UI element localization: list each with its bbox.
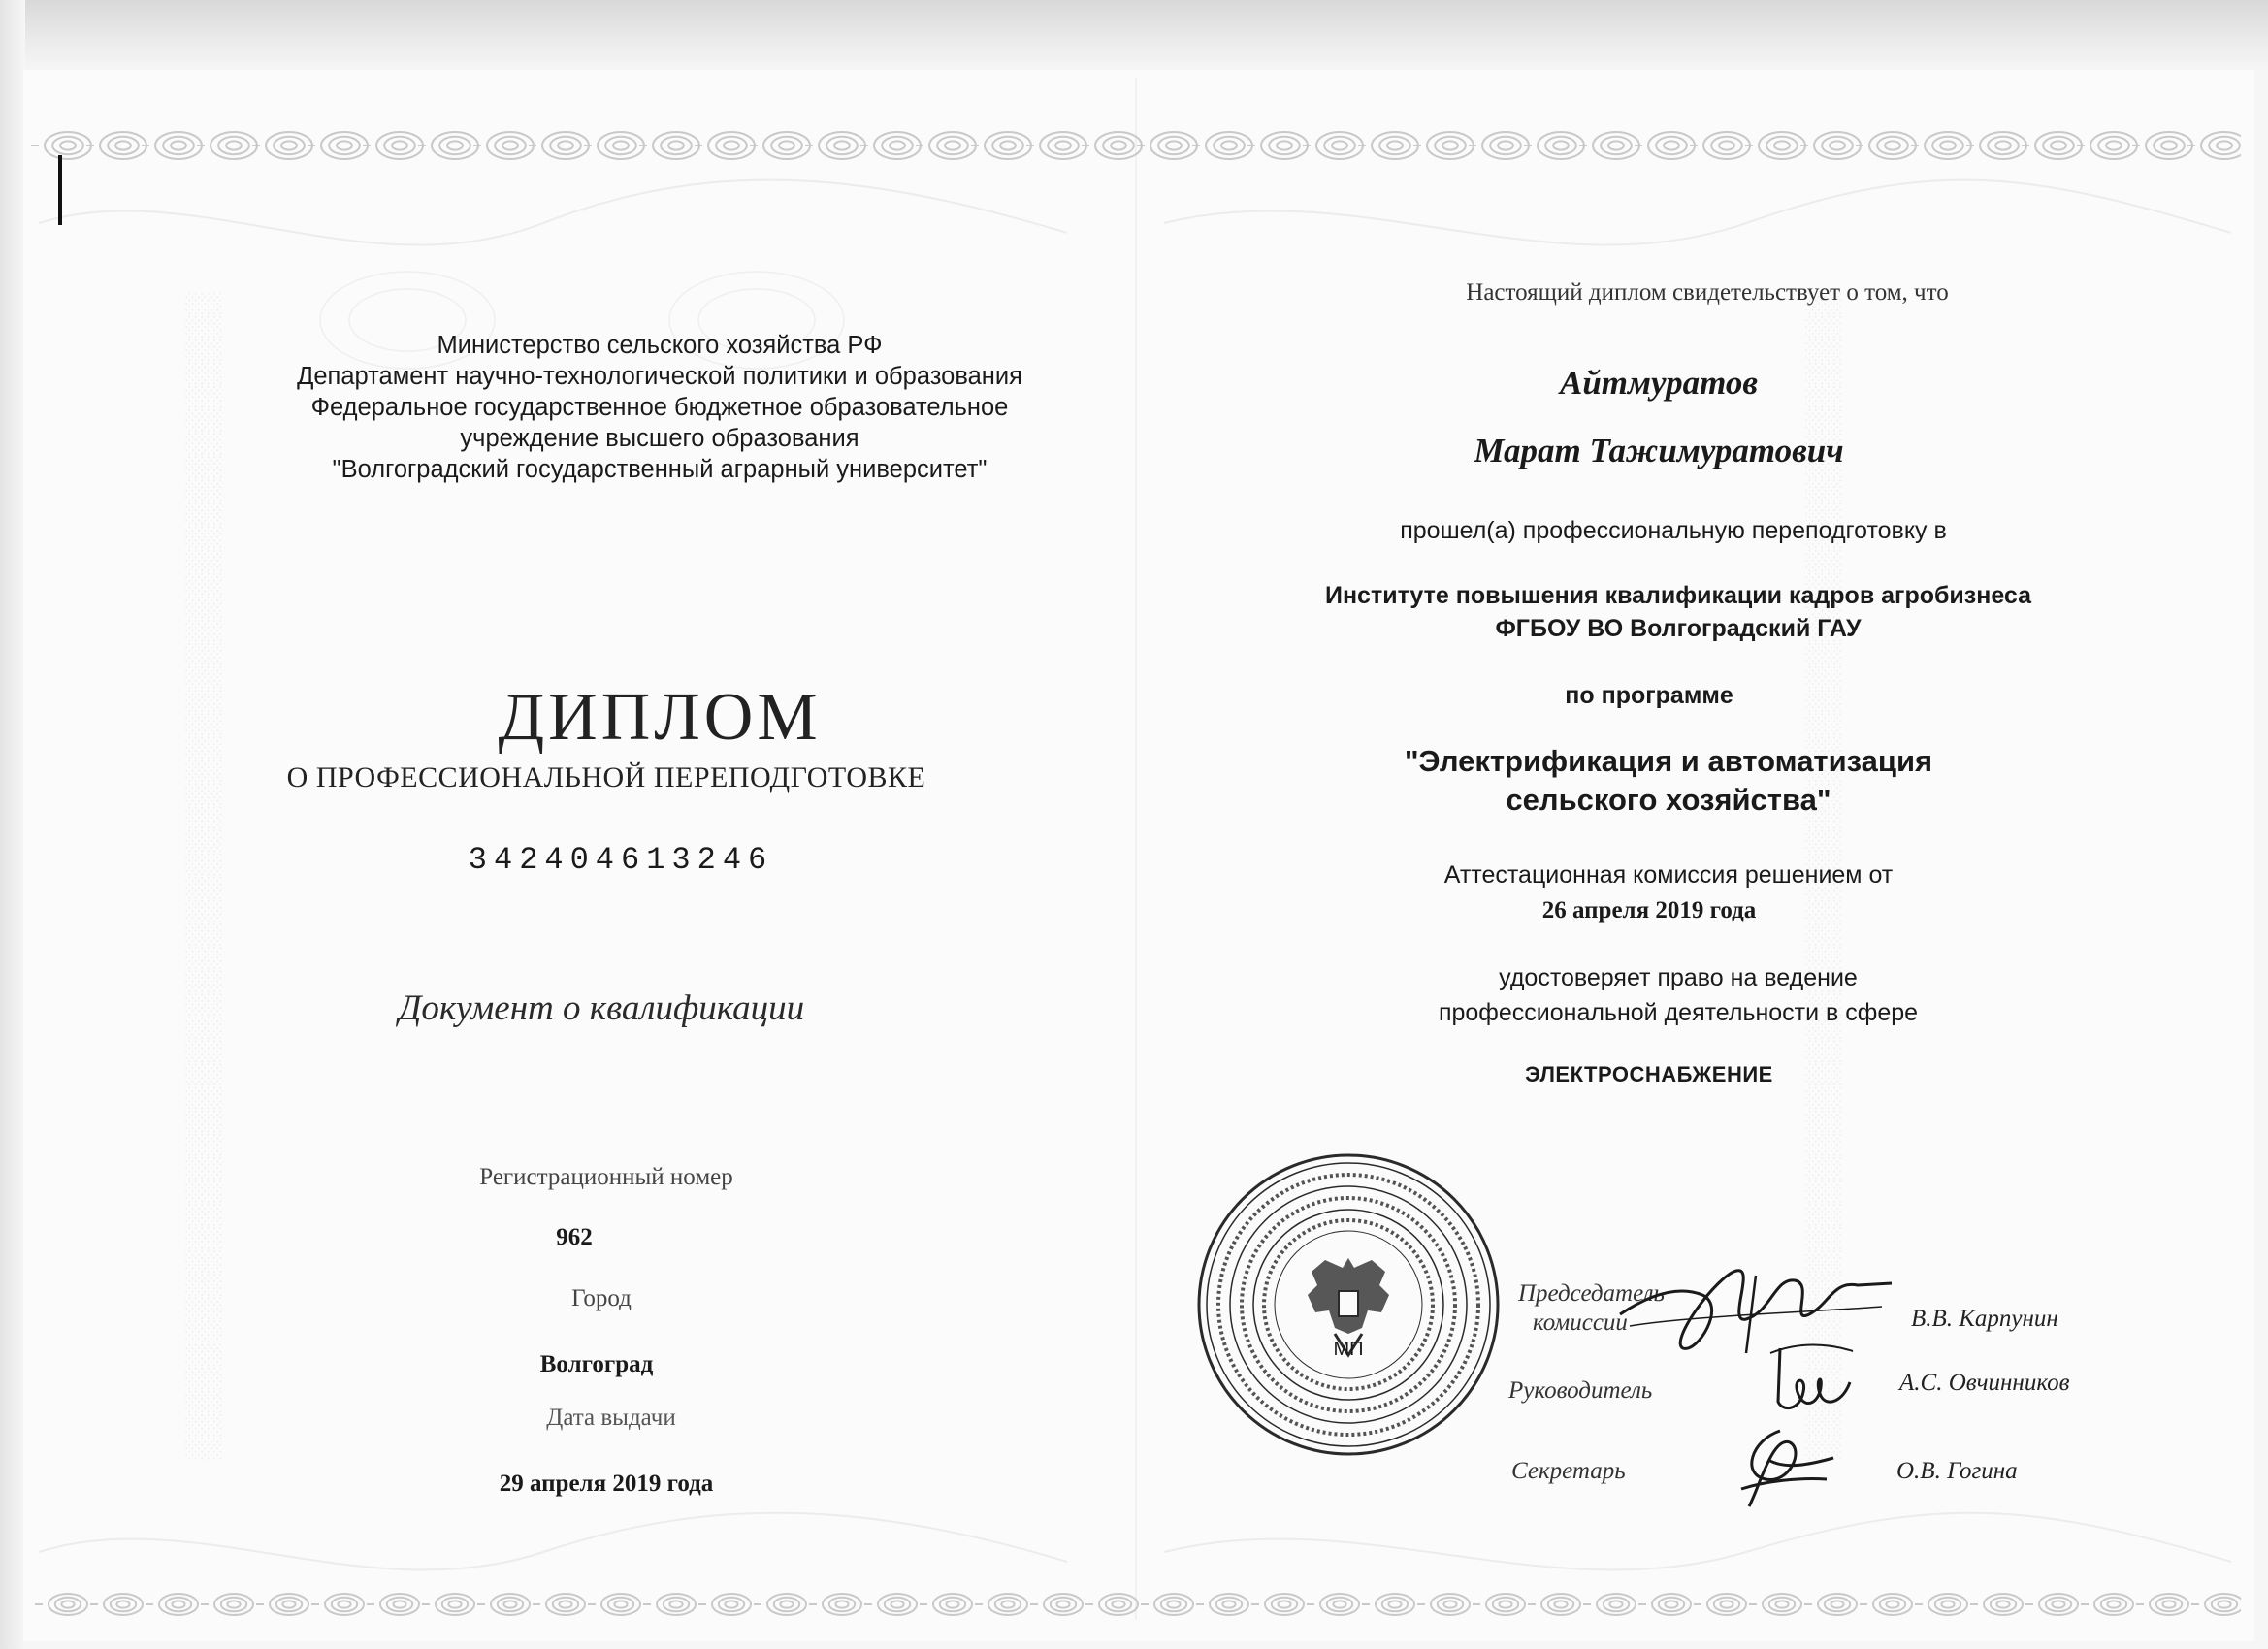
guilloche-motif [1469,132,1529,159]
guilloche-motif [477,1594,530,1615]
program-line: "Электрификация и автоматизация [1404,744,1933,778]
issue-date-label: Дата выдачи [546,1405,676,1431]
registration-label: Регистрационный номер [479,1164,733,1190]
issuer-line: учреждение высшего образования [460,425,859,452]
institute-block [1271,579,2086,645]
program-line: сельского хозяйства" [1506,783,1831,817]
guilloche-motif [1307,1594,1359,1615]
guilloche-motif [809,1594,861,1615]
guilloche-motif [1583,1594,1636,1615]
guilloche-motif [1192,132,1252,159]
guilloche-border-bottom [29,1583,2241,1628]
passed-text: прошел(а) профессиональную переподготовку в [1400,517,1947,544]
guilloche-motif [971,132,1031,159]
guilloche-motif [422,1594,474,1615]
guilloche-motif [2187,132,2241,159]
stamp-mark-label: МП [1333,1339,1364,1360]
background-microtext: ░░░░░░░░░░░░░░░░░░░░░░░░░░░░░░░░░░░░░░░░░░░░░░░░░░ [1806,291,1843,1460]
guilloche-motif [1638,1594,1691,1615]
scan-mark [58,155,62,225]
issuer-line: Федеральное государственное бюджетное образовательное [310,394,1009,421]
guilloche-motif [363,132,423,159]
guilloche-motif [1082,132,1142,159]
guilloche-border-top [29,116,2241,175]
guilloche-motif [2191,1594,2241,1615]
guilloche-motif [35,1594,87,1615]
guilloche-motif [1141,1594,1193,1615]
guilloche-motif [750,132,810,159]
guilloche-motif [311,1594,364,1615]
rights-line: удостоверяет право на ведение [1499,964,1858,991]
secretary-name: О.В. Гогина [1896,1458,2018,1484]
holder-surname: Айтмуратов [1560,364,1758,402]
chairman-name: В.В. Карпунин [1911,1306,2058,1332]
guilloche-motif [1026,132,1086,159]
guilloche-motif [864,1594,917,1615]
guilloche-motif [698,1594,751,1615]
guilloche-motif [308,132,368,159]
guilloche-motif [1915,1594,1967,1615]
diploma-number: 342404613246 [468,842,774,878]
guilloche-motif [1247,132,1308,159]
secretary-signature [1712,1421,1848,1518]
intro-text: Настоящий диплом свидетельствует о том, что [1466,279,1949,306]
issuer-block [233,330,1086,485]
guilloche-motif [1524,132,1584,159]
document-kind: Документ о квалификации [398,988,805,1028]
guilloche-motif [1030,1594,1083,1615]
guilloche-motif [916,132,976,159]
guilloche-motif [1635,132,1695,159]
city-value: Волгоград [539,1351,654,1377]
diploma-subtitle: О ПРОФЕССИОНАЛЬНОЙ ПЕРЕПОДГОТОВКЕ [286,761,926,793]
chairman-role-line1: Председатель [1518,1280,1665,1307]
city-label: Город [571,1285,632,1311]
chairman-role-line2: комиссии [1533,1310,1628,1336]
rights-line: профессиональной деятельности в сфере [1438,999,1919,1026]
guilloche-motif [695,132,755,159]
guilloche-motif [201,1594,253,1615]
guilloche-motif [256,1594,308,1615]
guilloche-motif [1966,132,2026,159]
guilloche-motif [1528,1594,1580,1615]
guilloche-motif [86,132,146,159]
guilloche-motif [805,132,865,159]
registration-number: 962 [556,1224,593,1250]
head-name: А.С. Овчинников [1899,1370,2070,1396]
head-signature [1761,1334,1867,1421]
guilloche-motif [1856,132,1916,159]
guilloche-motif [1473,1594,1525,1615]
rights-block [1387,960,1969,1030]
guilloche-motif [2022,132,2082,159]
guilloche-motif [588,1594,640,1615]
guilloche-motif [1579,132,1639,159]
guilloche-motif [1358,132,1418,159]
guilloche-motif [533,1594,585,1615]
guilloche-motif [529,132,589,159]
guilloche-motif [146,1594,198,1615]
guilloche-motif [418,132,478,159]
issuer-line: Департамент научно-технологической политики и образования [297,363,1022,390]
institute-line: ФГБОУ ВО Волгоградский ГАУ [1495,615,1862,642]
guilloche-motif [1085,1594,1138,1615]
official-seal-stamp [1193,1149,1504,1460]
guilloche-motif [142,132,202,159]
guilloche-motif [90,1594,143,1615]
guilloche-motif [2025,1594,2078,1615]
diploma-title: ДИПЛОМ [498,680,822,755]
guilloche-motif [643,1594,696,1615]
guilloche-motif [860,132,921,159]
institute-line: Институте повышения квалификации кадров агробизнеса [1324,582,2032,609]
guilloche-motif [1804,1594,1857,1615]
guilloche-motif [920,1594,972,1615]
guilloche-motif [197,132,257,159]
guilloche-motif [1694,1594,1746,1615]
guilloche-motif [754,1594,806,1615]
guilloche-motif [252,132,312,159]
commission-text: Аттестационная комиссия решением от [1443,861,1894,889]
head-role: Руководитель [1508,1377,1653,1404]
background-microtext: ░░░░░░░░░░░░░░░░░░░░░░░░░░░░░░░░░░░░░░░░░░░░░░░░░░ [186,291,223,1460]
guilloche-motif [1690,132,1750,159]
issuer-line: Министерство сельского хозяйства РФ [437,332,883,359]
guilloche-motif [1800,132,1861,159]
guilloche-motif [1417,1594,1470,1615]
guilloche-motif [1196,1594,1248,1615]
issuer-line: "Волгоградский государственный аграрный университет" [332,456,988,483]
guilloche-motif [367,1594,419,1615]
guilloche-motif [2132,132,2192,159]
program-name [1319,742,2018,820]
guilloche-motif [1745,132,1805,159]
guilloche-motif [975,1594,1027,1615]
guilloche-motif [1303,132,1363,159]
program-label: по программе [1565,682,1733,709]
guilloche-motif [1137,132,1197,159]
guilloche-motif [639,132,699,159]
commission-date: 26 апреля 2019 года [1541,897,1757,923]
activity-area: ЭЛЕКТРОСНАБЖЕНИЕ [1525,1062,1773,1086]
secretary-role: Секретарь [1511,1458,1626,1484]
guilloche-motif [584,132,644,159]
guilloche-motif [2136,1594,2188,1615]
guilloche-motif [1749,1594,1801,1615]
holder-given-names: Марат Тажимуратович [1474,432,1844,469]
guilloche-motif [473,132,534,159]
guilloche-motif [1970,1594,2023,1615]
guilloche-motif [1911,132,1971,159]
guilloche-motif [2077,132,2137,159]
guilloche-motif [1413,132,1474,159]
guilloche-motif [1362,1594,1414,1615]
issue-date: 29 апреля 2019 года [499,1471,714,1497]
guilloche-motif [1860,1594,1912,1615]
guilloche-motif [1251,1594,1304,1615]
guilloche-motif [2081,1594,2133,1615]
